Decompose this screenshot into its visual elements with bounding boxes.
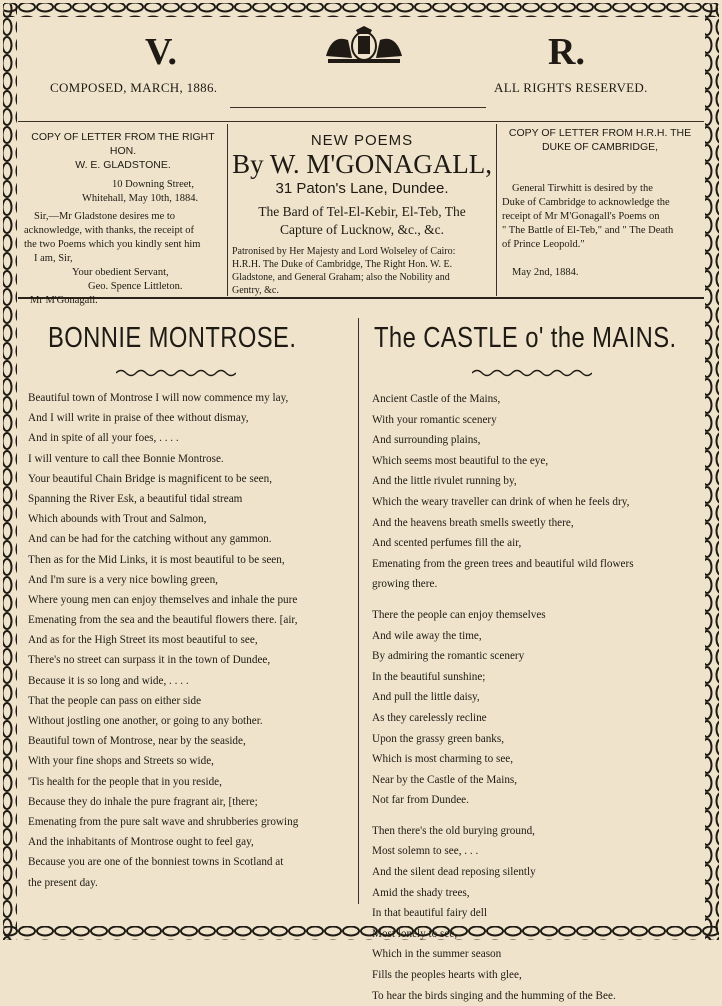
- letter-body-line: " The Battle of El-Teb," and " The Death: [502, 225, 674, 236]
- poem-line: Then there's the old burying ground,: [372, 824, 535, 837]
- poem-line: There the people can enjoy themselves: [372, 608, 546, 621]
- letter-body-line: the two Poems which you kindly sent him: [24, 239, 201, 250]
- poem-divider: [358, 318, 359, 904]
- patronage-line: Patronised by Her Majesty and Lord Wolseley of Cairo:: [232, 246, 456, 257]
- poem-line: And the little rivulet running by,: [372, 475, 517, 488]
- rights-reserved: ALL RIGHTS RESERVED.: [494, 80, 648, 95]
- poem-line: And surrounding plains,: [372, 434, 481, 447]
- poem-line: And in spite of all your foes, . . . .: [28, 432, 179, 445]
- poem-line: Where young men can enjoy themselves and inhale the pure: [28, 593, 298, 606]
- poem-line: growing there.: [372, 578, 438, 591]
- poem-line: Because you are one of the bonniest towns in Scotland at: [28, 856, 284, 869]
- letter-body-line: General Tirwhitt is desired by the: [512, 183, 653, 194]
- letter-closing: Your obedient Servant,: [72, 267, 169, 278]
- v-initial: V.: [145, 31, 178, 73]
- letter-salutation: I am, Sir,: [34, 253, 73, 264]
- letter-date: Whitehall, May 10th, 1884.: [82, 193, 199, 204]
- poem-line: Without jostling one another, or going to any bother.: [28, 715, 263, 727]
- poem-line: Because they do inhale the pure fragrant air, [there;: [28, 795, 258, 808]
- bard-line: The Bard of Tel-El-Kebir, El-Teb, The: [258, 204, 466, 219]
- poem-line: Upon the grassy green banks,: [372, 732, 505, 745]
- poem-line: And I will write in praise of thee without dismay,: [28, 412, 249, 425]
- r-initial: R.: [548, 31, 585, 73]
- poem-line: Which the weary traveller can drink of when he feels dry,: [372, 495, 630, 508]
- poem-line: Emenating from the sea and the beautiful flowers there. [air,: [28, 614, 298, 627]
- royal-crest-icon: [318, 26, 410, 66]
- poem-line: And as for the High Street its most beautiful to see,: [28, 634, 258, 647]
- patronage-line: Gentry, &c.: [232, 285, 279, 296]
- poem-title-montrose: BONNIE MONTROSE.: [48, 322, 297, 354]
- poem-line: Your beautiful Chain Bridge is magnificent to be seen,: [28, 472, 273, 485]
- author-name: By W. M'GONAGALL,: [232, 149, 492, 179]
- poem-line: With your romantic scenery: [372, 413, 497, 426]
- poem-line: Which abounds with Trout and Salmon,: [28, 513, 207, 526]
- poem-line: Emenating from the pure salt wave and shrubberies growing: [28, 815, 299, 828]
- poem-line: Which seems most beautiful to the eye,: [372, 454, 549, 467]
- letter-title: COPY OF LETTER FROM THE RIGHT HON.: [31, 131, 215, 157]
- letter-title-2: W. E. GLADSTONE.: [75, 159, 171, 171]
- ornament-divider: [116, 368, 236, 378]
- letter-body-line: of Prince Leopold.": [502, 239, 585, 250]
- letter-body-line: acknowledge, with thanks, the receipt of: [24, 225, 194, 236]
- letter-signature: Geo. Spence Littleton.: [88, 281, 183, 292]
- poem-line: In that beautiful fairy dell: [372, 907, 487, 920]
- poem-montrose: [28, 388, 350, 893]
- poem-line: To hear the birds singing and the humming of the Bee.: [372, 989, 616, 1002]
- stanza-gap: [372, 811, 698, 821]
- poem-line: Which is most charming to see,: [372, 753, 514, 766]
- header-rule: [230, 107, 486, 108]
- poem-line: Which in the summer season: [372, 948, 502, 961]
- gladstone-letter: [24, 130, 222, 308]
- composed-date: COMPOSED, MARCH, 1886.: [50, 80, 218, 95]
- bard-line: Capture of Lucknow, &c., &c.: [279, 222, 445, 237]
- poem-line: Not far from Dundee.: [372, 794, 469, 807]
- poem-line: And can be had for the catching without any gammon.: [28, 533, 272, 546]
- poem-castle: [372, 389, 698, 1006]
- cambridge-letter: [502, 126, 698, 280]
- poem-line: Then as for the Mid Links, it is most beautiful to be seen,: [28, 553, 285, 566]
- poem-line: And the heavens breath smells sweetly there,: [372, 516, 574, 529]
- letter-body-line: receipt of Mr M'Gonagall's Poems on: [502, 211, 660, 222]
- poem-line: As they carelessly recline: [372, 711, 487, 724]
- poem-line: Beautiful town of Montrose, near by the seaside,: [28, 735, 246, 748]
- poem-line: 'Tis health for the people that in you reside,: [28, 775, 222, 788]
- letter-date: May 2nd, 1884.: [512, 267, 579, 278]
- letter-address: 10 Downing Street,: [112, 179, 194, 190]
- poem-line: Near by the Castle of the Mains,: [372, 773, 518, 786]
- poem-line: By admiring the romantic scenery: [372, 650, 525, 663]
- poem-line: And the inhabitants of Montrose ought to feel gay,: [28, 836, 254, 849]
- patronage-line: Gladstone, and General Graham; also the Nobility and: [232, 272, 450, 283]
- top-rule: [18, 121, 704, 122]
- poem-line: In the beautiful sunshine;: [372, 670, 486, 683]
- ornament-divider: [472, 368, 592, 378]
- poem-line: And I'm sure is a very nice bowling green,: [28, 573, 218, 586]
- poem-line: And scented perfumes fill the air,: [372, 537, 522, 550]
- poem-line: Because it is so long and wide, . . . .: [28, 674, 189, 687]
- divider-left: [227, 124, 228, 296]
- letter-title-2: DUKE OF CAMBRIDGE,: [541, 141, 659, 153]
- poem-line: Spanning the River Esk, a beautiful tidal stream: [28, 492, 243, 505]
- letter-body-line: Duke of Cambridge to acknowledge the: [502, 197, 670, 208]
- poem-line: Fills the peoples hearts with glee,: [372, 969, 522, 982]
- poem-line: Ancient Castle of the Mains,: [372, 393, 501, 405]
- poem-line: Most solemn to see, . . .: [372, 845, 479, 858]
- poem-line: the present day.: [28, 876, 98, 889]
- author-address: 31 Paton's Lane, Dundee.: [275, 180, 449, 197]
- poem-line: Beautiful town of Montrose I will now commence my lay,: [28, 392, 289, 404]
- poem-line: Emenating from the green trees and beautiful wild flowers: [372, 557, 634, 570]
- letter-recipient: Mr M'Gonagall.: [30, 295, 98, 306]
- letter-body-line: Sir,—Mr Gladstone desires me to: [34, 211, 176, 222]
- stanza-gap: [372, 595, 698, 605]
- divider-right: [496, 124, 497, 296]
- poem-line: And pull the little daisy,: [372, 691, 480, 704]
- poem-line: I will venture to call thee Bonnie Montrose.: [28, 452, 224, 465]
- poem-line: That the people can pass on either side: [28, 694, 202, 707]
- poem-line: Most lonely to see,: [372, 927, 458, 940]
- poem-line: Amid the shady trees,: [372, 886, 470, 899]
- poem-line: And wile away the time,: [372, 629, 482, 642]
- new-poems: NEW POEMS: [310, 132, 414, 149]
- publication-block: [232, 132, 492, 297]
- poem-title-castle: The CASTLE o' the MAINS.: [374, 322, 677, 354]
- patronage-line: H.R.H. The Duke of Cambridge, The Right Hon. W. E.: [232, 259, 453, 270]
- poem-line: And the silent dead reposing silently: [372, 866, 536, 879]
- poem-line: With your fine shops and Streets so wide,: [28, 755, 214, 768]
- poem-line: There's no street can surpass it in the town of Dundee,: [28, 654, 271, 667]
- letter-title: COPY OF LETTER FROM H.R.H. THE: [508, 127, 692, 139]
